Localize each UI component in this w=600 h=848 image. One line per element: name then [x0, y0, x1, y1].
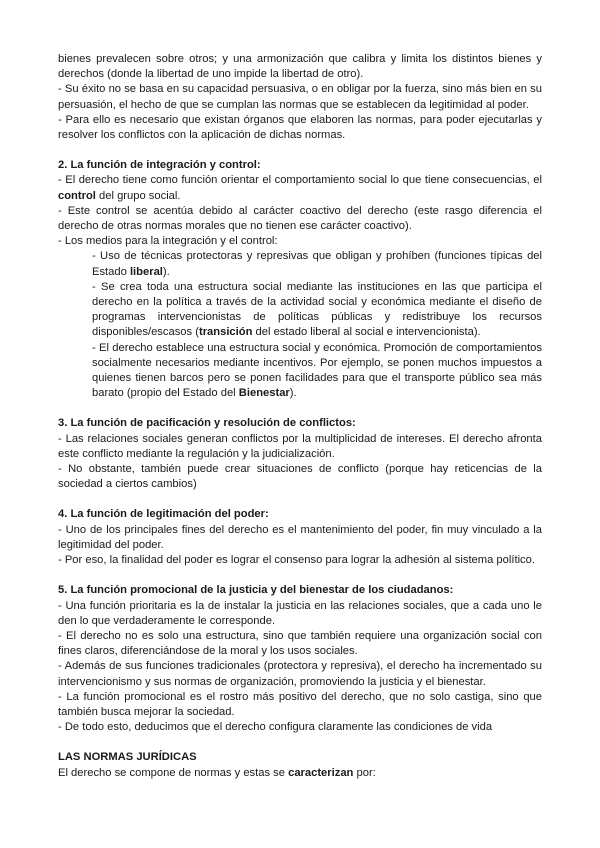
section-heading-integracion: 2. La función de integración y control:: [58, 159, 261, 172]
spacer: [58, 143, 542, 158]
text-run: del grupo social.: [95, 189, 181, 202]
indented-item: [92, 341, 542, 402]
paragraph: bienes prevalecen sobre otros; y una armonización que calibra y limita los distintos bienes y derechos (donde la libertad de uno impide la libertad de otro).: [58, 53, 542, 81]
paragraph: - Los medios para la integración y el control:: [58, 235, 278, 248]
text-run: por:: [353, 766, 376, 779]
paragraph: - Por eso, la finalidad del poder es lograr el consenso para lograr la adhesión al sistema político.: [58, 554, 535, 567]
section-heading-promocional: 5. La función promocional de la justicia y del bienestar de los ciudadanos:: [58, 584, 454, 597]
bold-term-control: control: [58, 189, 96, 202]
bold-term-caracterizan: caracterizan: [288, 766, 354, 779]
paragraph: - Una función prioritaria es la de instalar la justicia en las relaciones sociales, que a cada uno le den lo que verdaderamente le corresponde.: [58, 599, 542, 627]
spacer: [58, 568, 542, 583]
text-run: del estado liberal al social e intervencionista).: [252, 326, 481, 339]
paragraph: - Su éxito no se basa en su capacidad persuasiva, o en obligar por la fuerza, sino más bien en su persuasión, el hecho de que se cumplan las normas que se establecen da legitimidad al poder.: [58, 83, 542, 111]
text-run: - El derecho tiene como función orientar el comportamiento social lo que tiene consecuencias, el: [58, 174, 542, 187]
paragraph: - El derecho no es solo una estructura, sino que también requiere una organización social con fines claros, diferenciándose de la moral y los usos sociales.: [58, 629, 542, 658]
paragraph: - Las relaciones sociales generan conflictos por la multiplicidad de intereses. El derecho afronta este conflicto mediante la regulación y la judicialización.: [58, 432, 542, 460]
section-heading-normas: LAS NORMAS JURÍDICAS: [58, 751, 197, 764]
text-run: ).: [289, 387, 297, 400]
paragraph: - Para ello es necesario que existan órganos que elaboren las normas, para poder ejecutarlas y resolver los conflictos con la aplicación de dichas normas.: [58, 113, 542, 142]
bold-term-bienestar: Bienestar: [238, 387, 290, 400]
paragraph: [58, 173, 542, 203]
text-run: - El derecho establece una estructura social y económica. Promoción de comportamientos socialmente necesarios mediante incentivos. Por ejemplo, se ponen muchos impuestos a quienes tienen barcos pero se ponen facilidades para que el transporte público sea más barato (propio del Estado del: [92, 341, 542, 400]
paragraph: - Además de sus funciones tradicionales (protectora y represiva), el derecho ha incrementado su intervencionismo y sus normas de organización, promoviendo la justicia y el bienestar.: [58, 660, 542, 688]
text-run: - Se crea toda una estructura social mediante las instituciones en las que participa el derecho en la política a través de la actividad social y económica mediante el diseño de programas intervencionistas de políticas públicas y redistribuye los recursos disponibles/escasos (: [92, 280, 542, 339]
paragraph: - Este control se acentúa debido al carácter coactivo del derecho (este rasgo diferencia el derecho de otras normas morales que no tienen ese carácter coactivo).: [58, 204, 542, 233]
bold-term-liberal: liberal: [129, 265, 163, 278]
document-page: [58, 52, 542, 781]
text-run: - Uso de técnicas protectoras y represivas que obligan y prohíben (funciones típicas del Estado: [92, 250, 542, 278]
text-run: El derecho se compone de normas y estas se: [58, 766, 289, 779]
text-run: ).: [162, 265, 170, 278]
indented-item: [92, 280, 542, 341]
indented-item: [92, 249, 542, 279]
spacer: [58, 492, 542, 507]
bold-term-transicion: transición: [198, 326, 253, 339]
paragraph: - No obstante, también puede crear situaciones de conflicto (porque hay reticencias de la sociedad a ciertos cambios): [58, 463, 542, 491]
paragraph: - De todo esto, deducimos que el derecho configura claramente las condiciones de vida: [58, 721, 493, 734]
section-heading-pacificacion: 3. La función de pacificación y resolución de conflictos:: [58, 417, 356, 430]
section-heading-legitimacion: 4. La función de legitimación del poder:: [58, 508, 269, 521]
paragraph: [58, 766, 542, 781]
spacer: [58, 735, 542, 750]
paragraph: - La función promocional es el rostro más positivo del derecho, que no solo castiga, sino que también busca mejorar la sociedad.: [58, 690, 542, 718]
paragraph: - Uno de los principales fines del derecho es el mantenimiento del poder, fin muy vinculado a la legitimidad del poder.: [58, 523, 542, 551]
spacer: [58, 401, 542, 416]
